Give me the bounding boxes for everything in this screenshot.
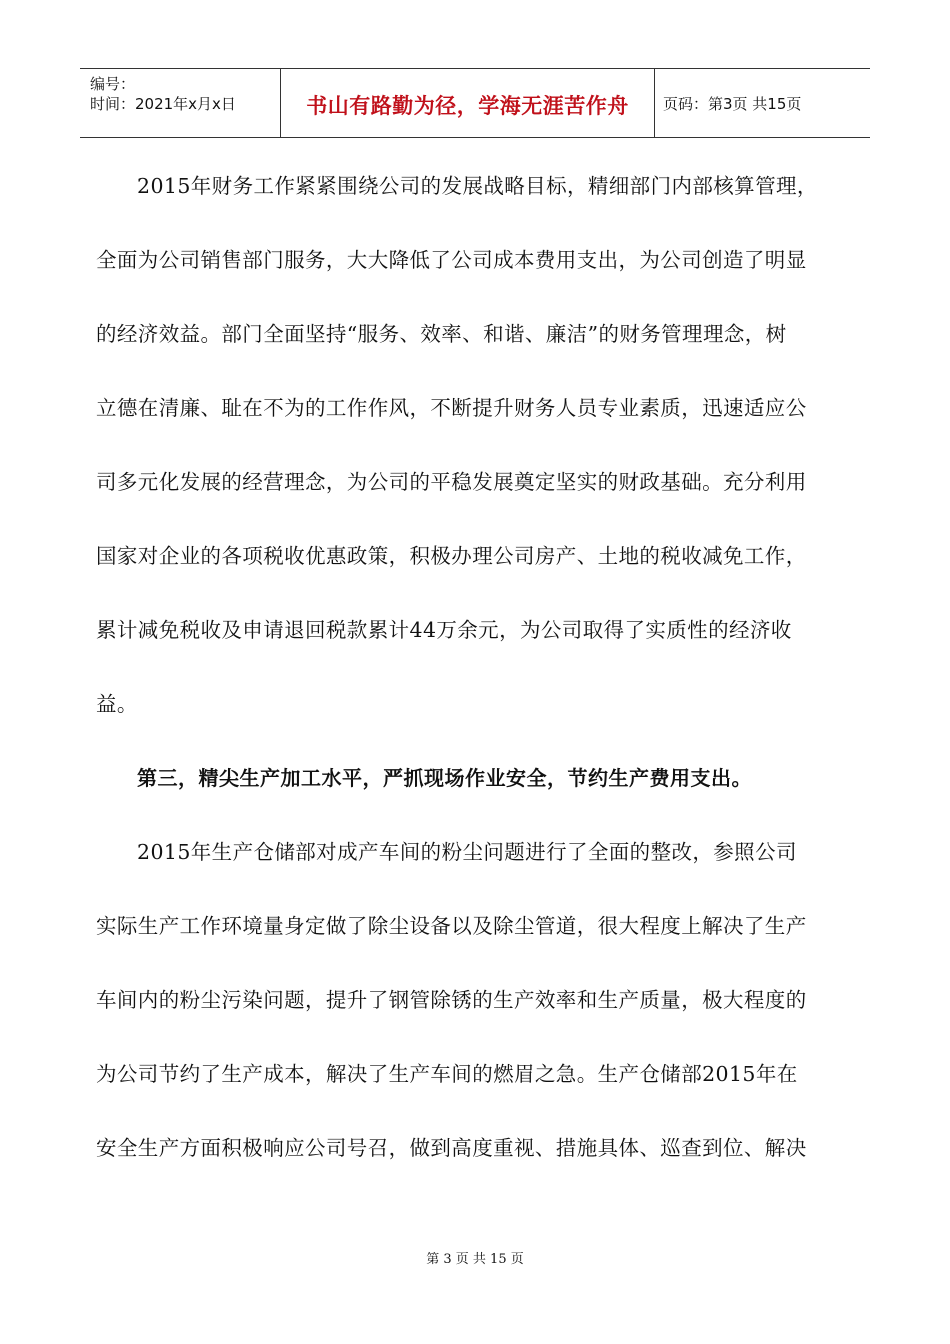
text-line: 国家对企业的各项税收优惠政策，积极办理公司房产、土地的税收减免工作，	[96, 544, 807, 568]
footer-page-number: 第 3 页 共 15 页	[426, 1252, 524, 1267]
text-line: 的经济效益。部门全面坚持“服务、效率、和谐、廉洁”的财务管理理念，树	[96, 322, 787, 346]
document-body	[96, 149, 866, 1185]
header-page-info: 页码：第3页 共15页	[663, 94, 802, 113]
header-meta-cell	[80, 69, 281, 137]
page-header	[80, 68, 870, 138]
page-footer	[0, 1248, 950, 1267]
text-line: 为公司节约了生产成本，解决了生产车间的燃眉之急。生产仓储部2015年在	[96, 1062, 798, 1086]
text-line: 全面为公司销售部门服务，大大降低了公司成本费用支出，为公司创造了明显	[96, 248, 807, 272]
text-line: 立德在清廉、耻在不为的工作作风，不断提升财务人员专业素质，迅速适应公	[96, 396, 807, 420]
text-line: 安全生产方面积极响应公司号召，做到高度重视、措施具体、巡查到位、解决	[96, 1136, 807, 1160]
text-line: 2015年生产仓储部对成产车间的粉尘问题进行了全面的整改，参照公司	[137, 840, 797, 864]
document-time-label: 时间：2021年x月x日	[90, 95, 236, 113]
paragraph-finance	[96, 149, 866, 741]
header-motto: 书山有路勤为径，学海无涯苦作舟	[306, 94, 629, 118]
header-motto-cell	[281, 69, 655, 137]
document-number-label: 编号：	[90, 75, 136, 93]
text-line: 车间内的粉尘污染问题，提升了钢管除锈的生产效率和生产质量，极大程度的	[96, 988, 807, 1012]
text-line: 累计减免税收及申请退回税款累计44万余元，为公司取得了实质性的经济收	[96, 618, 792, 642]
text-line: 益。	[96, 692, 138, 716]
text-line: 实际生产工作环境量身定做了除尘设备以及除尘管道，很大程度上解决了生产	[96, 914, 807, 938]
section-heading: 第三，精尖生产加工水平，严抓现场作业安全，节约生产费用支出。	[137, 766, 752, 790]
paragraph-production	[96, 815, 866, 1185]
header-page-cell	[655, 69, 870, 137]
text-line: 2015年财务工作紧紧围绕公司的发展战略目标，精细部门内部核算管理，	[137, 174, 818, 198]
text-line: 司多元化发展的经营理念，为公司的平稳发展奠定坚实的财政基础。充分利用	[96, 470, 807, 494]
